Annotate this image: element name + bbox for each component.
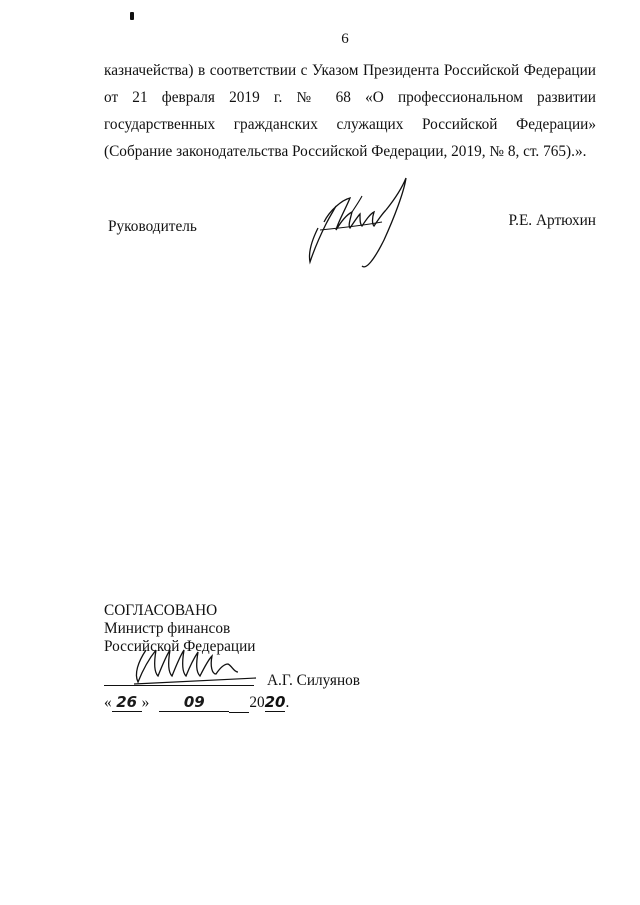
date-close-quote: » [141,694,150,711]
date-day: 26 [112,693,142,712]
signer-name: Р.Е. Артюхин [508,212,596,229]
signer-role: Руководитель [108,218,197,235]
date-month: 09 [159,693,229,712]
date-open-quote: « [104,694,112,711]
handwritten-signature-minister [128,638,263,688]
paragraph-line: от 21 февраля 2019 г. № 68 «О профессиональном развитии [104,89,596,106]
date-year-suffix: 20 [264,693,286,711]
date-month-underline [229,694,249,713]
approval-heading: СОГЛАСОВАНО [104,602,218,619]
approver-position: Российской Федерации [104,638,256,655]
date-period: . [285,694,290,711]
handwritten-signature-head [290,170,420,275]
body-paragraph [104,57,596,165]
signature-line [104,685,254,686]
page-number: 6 [341,31,349,47]
date-year-prefix: 20 [249,694,265,711]
paragraph-line: (Собрание законодательства Российской Федерации, 2019, № 8, ст. 765).». [104,143,587,160]
approver-position: Министр финансов [104,620,231,637]
scan-mark [130,12,134,20]
approval-date [104,693,289,713]
paragraph-line: государственных гражданских служащих Российской Федерации» [104,116,596,133]
approver-name: А.Г. Силуянов [267,672,361,689]
paragraph-line: казначейства) в соответствии с Указом Президента Российской Федерации [104,62,596,79]
